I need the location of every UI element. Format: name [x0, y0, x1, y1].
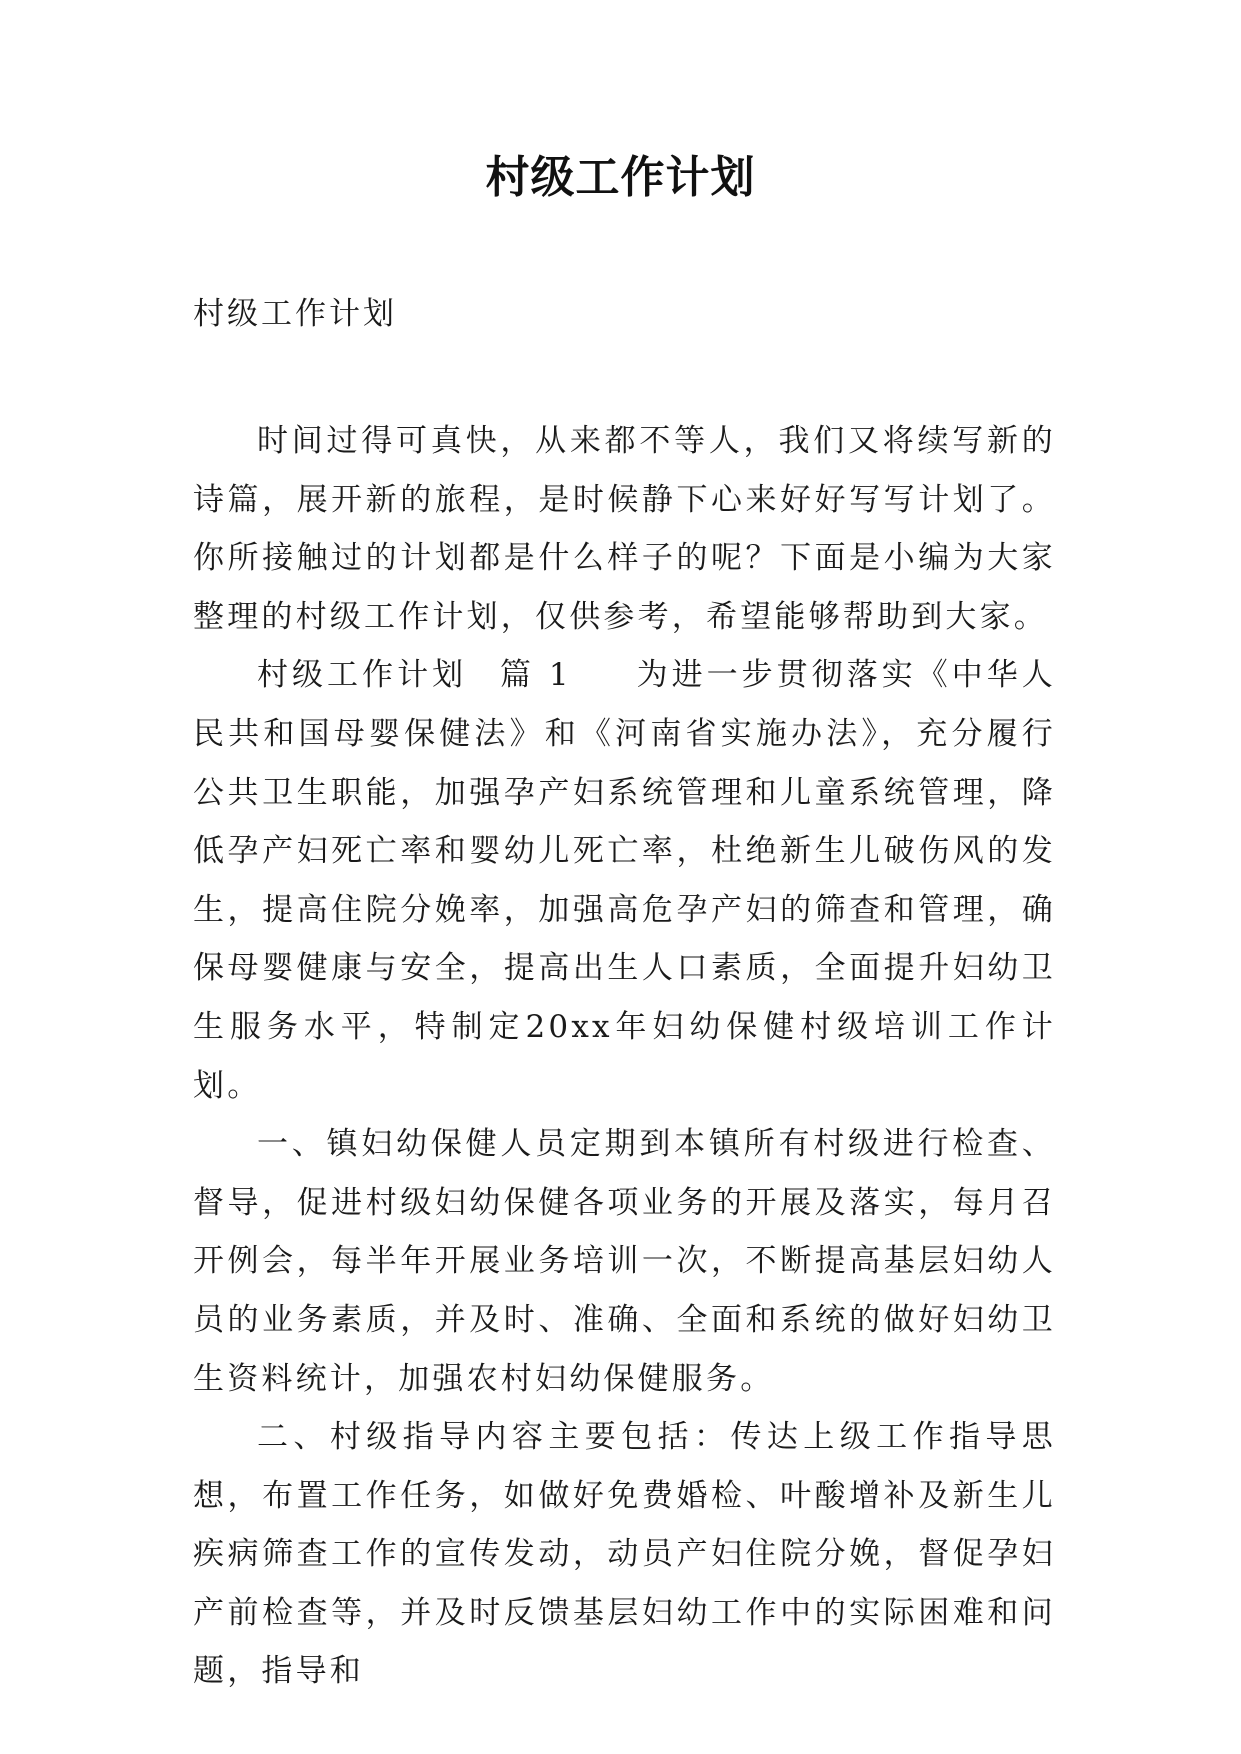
item-two-paragraph: 二、村级指导内容主要包括：传达上级工作指导思想，布置工作任务，如做好免费婚检、叶酸增补及新生儿疾病筛查工作的宣传发动，动员产妇住院分娩，督促孕妇产前检查等，并及时反馈基层妇幼工作中的实际困难和问题，指导和 [193, 1419, 1056, 1690]
document-title: 村级工作计划 [485, 152, 756, 203]
section-heading: 村级工作计划 [257, 657, 468, 694]
intro-paragraph: 时间过得可真快，从来都不等人，我们又将续写新的诗篇，展开新的旅程，是时候静下心来好好写写计划了。你所接触过的计划都是什么样子的呢？下面是小编为大家整理的村级工作计划，仅供参考，希望能够帮助到大家。 [193, 423, 1056, 635]
document-body [193, 412, 1056, 1701]
section-number: 篇 1 [499, 657, 572, 694]
section-paragraph [193, 646, 1056, 1115]
document-subtitle: 村级工作计划 [193, 296, 397, 332]
item-one-paragraph: 一、镇妇幼保健人员定期到本镇所有村级进行检查、督导，促进村级妇幼保健各项业务的开展及落实，每月召开例会，每半年开展业务培训一次，不断提高基层妇幼人员的业务素质，并及时、准确、全面和系统的做好妇幼卫生资料统计，加强农村妇幼保健服务。 [193, 1126, 1056, 1397]
section-text: 为进一步贯彻落实《中华人民共和国母婴保健法》和《河南省实施办法》，充分履行公共卫生职能，加强孕产妇系统管理和儿童系统管理，降低孕产妇死亡率和婴幼儿死亡率，杜绝新生儿破伤风的发生，提高住院分娩率，加强高危孕产妇的筛查和管理，确保母婴健康与安全，提高出生人口素质，全面提升妇幼卫生服务水平，特制定20xx年妇幼保健村级培训工作计划。 [193, 657, 1056, 1104]
